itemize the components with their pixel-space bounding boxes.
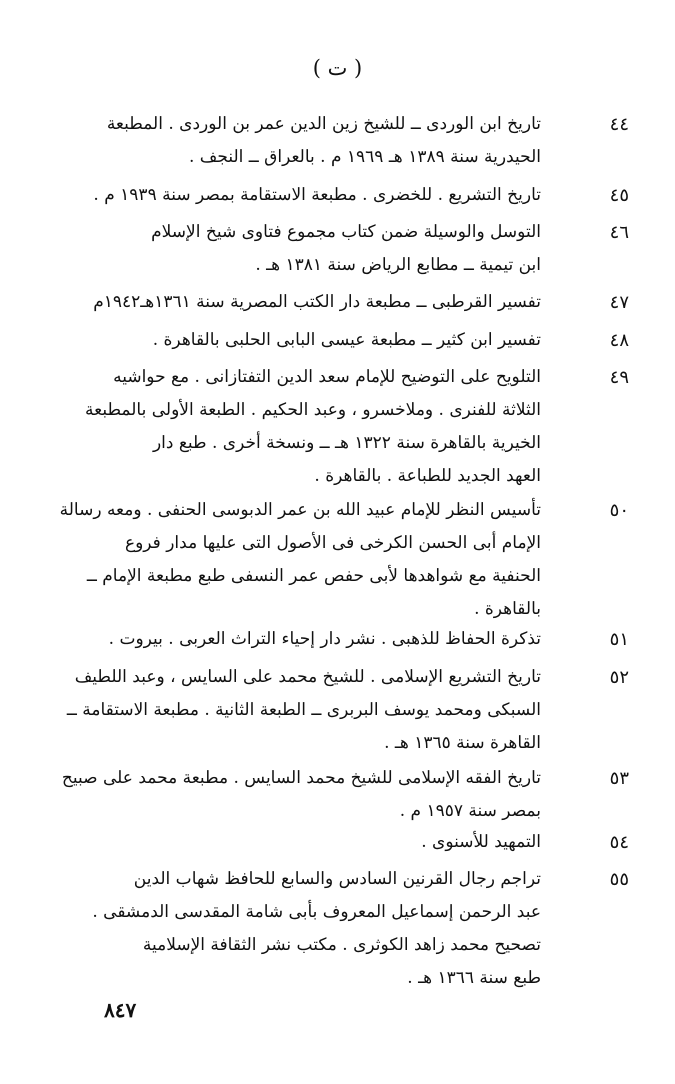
- entry-number: ٥٤: [609, 832, 629, 853]
- entry-text: [61, 762, 541, 828]
- entry-number: ٥٥: [609, 869, 629, 890]
- entry-line: الثلاثة للفنرى . وملاخسرو ، وعبد الحكيم . الطبعة الأولى بالمطبعة: [85, 400, 541, 420]
- entry-text: [104, 216, 541, 282]
- entry-text: [104, 623, 541, 656]
- entry-line: بالقاهرة .: [474, 599, 541, 619]
- entry-text: [93, 286, 541, 319]
- entry-line: طبع سنة ١٣٦٦ هـ .: [407, 968, 541, 988]
- entry-line: تفسير القرطبى ــ مطبعة دار الكتب المصرية سنة ١٣٦١هـ١٩٤٢م: [93, 292, 541, 312]
- entry-line: التمهيد للأسنوى .: [421, 832, 541, 852]
- entry-line: تاريخ الفقه الإسلامى للشيخ محمد السايس . مطبعة محمد على صبيح: [61, 768, 541, 788]
- entry-text: [66, 661, 541, 760]
- bibliography-entry: [66, 661, 629, 760]
- entry-line: العهد الجديد للطباعة . بالقاهرة .: [314, 466, 541, 486]
- entry-text: [59, 494, 541, 626]
- entry-line: السبكى ومحمد يوسف البربرى ــ الطبعة الثانية . مطبعة الاستقامة ــ: [66, 700, 541, 720]
- entry-text: [85, 361, 541, 493]
- entry-number: ٤٨: [609, 330, 629, 351]
- entry-line: الحيدرية سنة ١٣٨٩ هـ ١٩٦٩ م . بالعراق ــ النجف .: [188, 147, 541, 167]
- bibliography-entry: [104, 216, 629, 282]
- entry-line: القاهرة سنة ١٣٦٥ هـ .: [384, 733, 541, 753]
- entry-text: [104, 826, 541, 859]
- bibliography-entry: [93, 179, 629, 212]
- entry-line: تصحيح محمد زاهد الكوثرى . مكتب نشر الثقافة الإسلامية: [142, 935, 541, 955]
- entry-number: ٤٩: [609, 367, 629, 388]
- entry-number: ٤٧: [609, 292, 629, 313]
- entry-text: [93, 179, 541, 212]
- entry-text: [92, 863, 541, 995]
- bibliography-entry: [104, 826, 629, 859]
- entry-line: الحنفية مع شواهدها لأبى حفص عمر النسفى طبع مطبعة الإمام ــ: [86, 566, 541, 586]
- entry-line: عبد الرحمن إسماعيل المعروف بأبى شامة المقدسى الدمشقى .: [92, 902, 541, 922]
- bibliography-entry: [104, 108, 629, 174]
- entry-number: ٥٣: [609, 768, 629, 789]
- section-header: ( ت ): [312, 56, 363, 80]
- bibliography-entry: [104, 324, 629, 357]
- entry-line: الإمام أبى الحسن الكرخى فى الأصول التى عليها مدار فروع: [124, 533, 541, 553]
- entry-text: [104, 108, 541, 174]
- bibliography-entry: [92, 863, 629, 995]
- entry-line: تاريخ ابن الوردى ــ للشيخ زين الدين عمر بن الوردى . المطبعة: [106, 114, 541, 134]
- bibliography-entry: [61, 762, 629, 828]
- entry-number: ٥٠: [609, 500, 629, 521]
- page-number: ٨٤٧: [104, 998, 137, 1022]
- bibliography-entry: [93, 286, 629, 319]
- entry-line: تفسير ابن كثير ــ مطبعة عيسى البابى الحلبى بالقاهرة .: [152, 330, 541, 350]
- entry-number: ٤٥: [609, 185, 629, 206]
- entry-number: ٥٢: [609, 667, 629, 688]
- entry-line: تراجم رجال القرنين السادس والسابع للحافظ شهاب الدين: [133, 869, 541, 889]
- entry-number: ٤٦: [609, 222, 629, 243]
- entry-text: [104, 324, 541, 357]
- entry-line: الخيرية بالقاهرة سنة ١٣٢٢ هـ ــ ونسخة أخرى . طبع دار: [152, 433, 541, 453]
- bibliography-entry: [59, 494, 629, 626]
- bibliography-entry: [85, 361, 629, 493]
- entry-line: تأسيس النظر للإمام عبيد الله بن عمر الدبوسى الحنفى . ومعه رسالة: [59, 500, 541, 520]
- entry-line: تاريخ التشريع . للخضرى . مطبعة الاستقامة بمصر سنة ١٩٣٩ م .: [93, 185, 541, 205]
- entry-number: ٥١: [609, 629, 629, 650]
- entry-line: تاريخ التشريع الإسلامى . للشيخ محمد على السايس ، وعبد اللطيف: [74, 667, 541, 687]
- entry-number: ٤٤: [609, 114, 629, 135]
- entry-line: التلويح على التوضيح للإمام سعد الدين التفتازانى . مع حواشيه: [113, 367, 541, 387]
- entry-line: ابن تيمية ــ مطابع الرياض سنة ١٣٨١ هـ .: [255, 255, 541, 275]
- entry-line: بمصر سنة ١٩٥٧ م .: [399, 801, 541, 821]
- entry-line: تذكرة الحفاظ للذهبى . نشر دار إحياء التراث العربى . بيروت .: [108, 629, 541, 649]
- bibliography-entry: [104, 623, 629, 656]
- entry-line: التوسل والوسيلة ضمن كتاب مجموع فتاوى شيخ الإسلام: [151, 222, 541, 242]
